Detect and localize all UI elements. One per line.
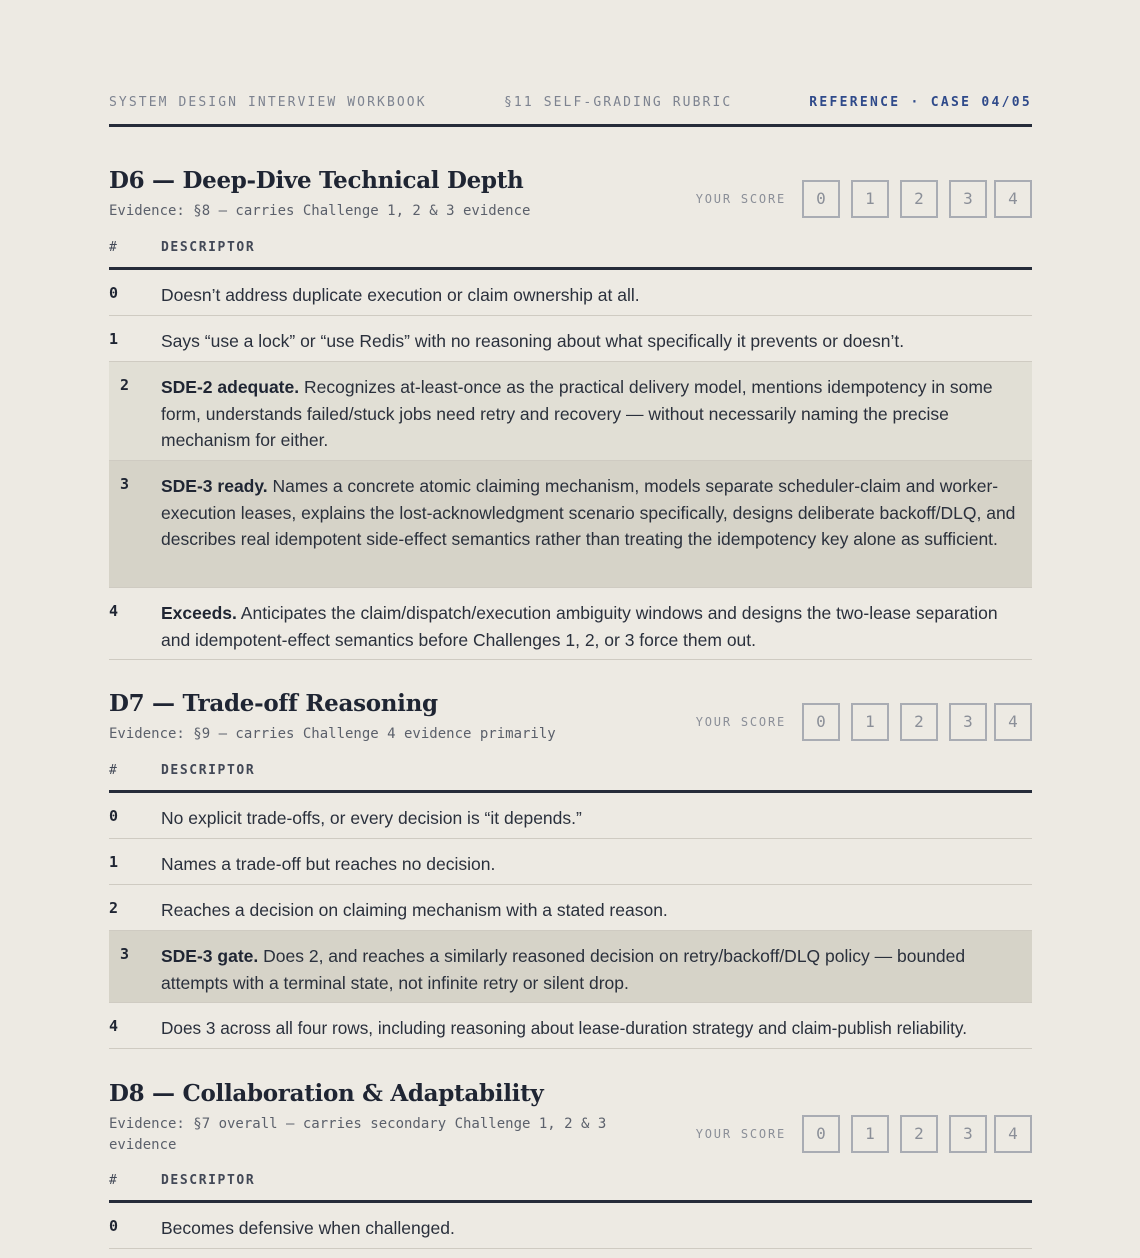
score-option-1[interactable]: 1 [851,1115,889,1153]
table-row [109,1003,1032,1049]
workbook-title: SYSTEM DESIGN INTERVIEW WORKBOOK [109,95,427,110]
row-score: 0 [109,1217,119,1235]
row-text: Becomes defensive when challenged. [161,1218,455,1238]
score-option-2[interactable]: 2 [900,180,938,218]
row-descriptor [109,885,1032,934]
row-lead: Exceeds. [161,603,237,623]
score-label: YOUR SCORE [695,1127,786,1141]
score-label: YOUR SCORE [695,715,786,729]
score-label: YOUR SCORE [695,192,786,206]
row-text: Does 3 across all four rows, including reasoning about lease-duration strategy and claim-publish reliability. [161,1018,967,1038]
score-option-0[interactable]: 0 [802,1115,840,1153]
score-picker [692,180,1032,218]
table-header [109,237,1032,270]
row-lead: SDE-2 adequate. [161,377,300,397]
score-option-0[interactable]: 0 [802,703,840,741]
score-option-2[interactable]: 2 [900,1115,938,1153]
table-row [109,1203,1032,1249]
row-score: 1 [109,853,119,871]
score-option-0[interactable]: 0 [802,180,840,218]
score-option-3[interactable]: 3 [949,180,987,218]
descriptor-rows [109,793,1032,1049]
row-descriptor [109,588,1032,663]
table-row [109,362,1032,461]
score-picker [692,703,1032,741]
running-header [109,95,1032,113]
dimension-title: D6 — Deep-Dive Technical Depth [109,167,524,194]
table-row [109,316,1032,362]
row-text: Doesn’t address duplicate execution or claim ownership at all. [161,285,640,305]
row-text: Recognizes at-least-once as the practical delivery model, mentions idempotency in some form, understands failed/stuck jobs need retry and recovery — without necessarily naming the precise mechanism for either. [161,377,993,451]
score-option-2[interactable]: 2 [900,703,938,741]
row-score: 4 [109,1017,119,1035]
table-row [109,885,1032,931]
table-row [109,793,1032,839]
case-reference: REFERENCE · CASE 04/05 [809,95,1032,110]
score-picker [692,1115,1032,1153]
row-score: 0 [109,807,119,825]
column-num: # [109,763,117,778]
table-row [109,839,1032,885]
dimension-evidence: Evidence: §8 — carries Challenge 1, 2 & 3 evidence [109,203,531,219]
table-header [109,1170,1032,1203]
dimension-evidence: Evidence: §9 — carries Challenge 4 evidence primarily [109,726,556,742]
column-num: # [109,1173,117,1188]
row-score: 2 [120,376,130,394]
row-descriptor [109,793,1032,842]
row-text: Says “use a lock” or “use Redis” with no reasoning about what specifically it prevents or doesn’t. [161,331,905,351]
score-option-1[interactable]: 1 [851,703,889,741]
descriptor-rows [109,1203,1032,1249]
score-option-4[interactable]: 4 [994,703,1032,741]
row-descriptor [109,1003,1032,1052]
row-descriptor [109,839,1032,888]
score-option-1[interactable]: 1 [851,180,889,218]
column-descriptor: DESCRIPTOR [161,1173,256,1188]
row-score: 3 [120,475,130,493]
row-descriptor [109,362,1032,464]
row-text: Anticipates the claim/dispatch/execution ambiguity windows and designs the two-lease separation and idempotent-effect semantics before Challenges 1, 2, or 3 force them out. [161,603,998,650]
dimension-evidence: Evidence: §7 overall — carries secondary Challenge 1, 2 & 3 evidence [109,1116,607,1153]
table-row [109,461,1032,588]
column-descriptor: DESCRIPTOR [161,240,256,255]
score-option-3[interactable]: 3 [949,1115,987,1153]
dimension-title: D7 — Trade-off Reasoning [109,690,438,717]
row-text: No explicit trade-offs, or every decision is “it depends.” [161,808,582,828]
row-descriptor [109,931,1032,1006]
row-descriptor [109,461,1032,563]
row-text: Names a trade-off but reaches no decision. [161,854,496,874]
table-header [109,760,1032,793]
row-text: Reaches a decision on claiming mechanism with a stated reason. [161,900,668,920]
row-score: 1 [109,330,119,348]
score-option-4[interactable]: 4 [994,1115,1032,1153]
table-row [109,931,1032,1003]
row-lead: SDE-3 gate. [161,946,259,966]
column-num: # [109,240,117,255]
score-option-3[interactable]: 3 [949,703,987,741]
descriptor-rows [109,270,1032,660]
dimension-title: D8 — Collaboration & Adaptability [109,1080,544,1107]
table-row [109,270,1032,316]
row-text: Does 2, and reaches a similarly reasoned decision on retry/backoff/DLQ policy — bounded attempts with a terminal state, not infinite retry or silent drop. [161,946,966,993]
row-score: 2 [109,899,119,917]
header-rule [109,124,1032,127]
column-descriptor: DESCRIPTOR [161,763,256,778]
row-descriptor [109,270,1032,319]
row-score: 4 [109,602,119,620]
row-descriptor [109,1203,1032,1252]
row-text: Names a concrete atomic claiming mechanism, models separate scheduler-claim and worker-execution leases, explains the lost-acknowledgment scenario specifically, designs deliberate backoff/DLQ, and describes real idempotent side-effect semantics rather than treating the idempotency key alone as sufficient. [161,476,1016,550]
row-lead: SDE-3 ready. [161,476,268,496]
row-score: 0 [109,284,119,302]
table-row [109,588,1032,660]
row-score: 3 [120,945,130,963]
row-descriptor [109,316,1032,365]
section-label: §11 SELF-GRADING RUBRIC [504,95,733,110]
score-option-4[interactable]: 4 [994,180,1032,218]
